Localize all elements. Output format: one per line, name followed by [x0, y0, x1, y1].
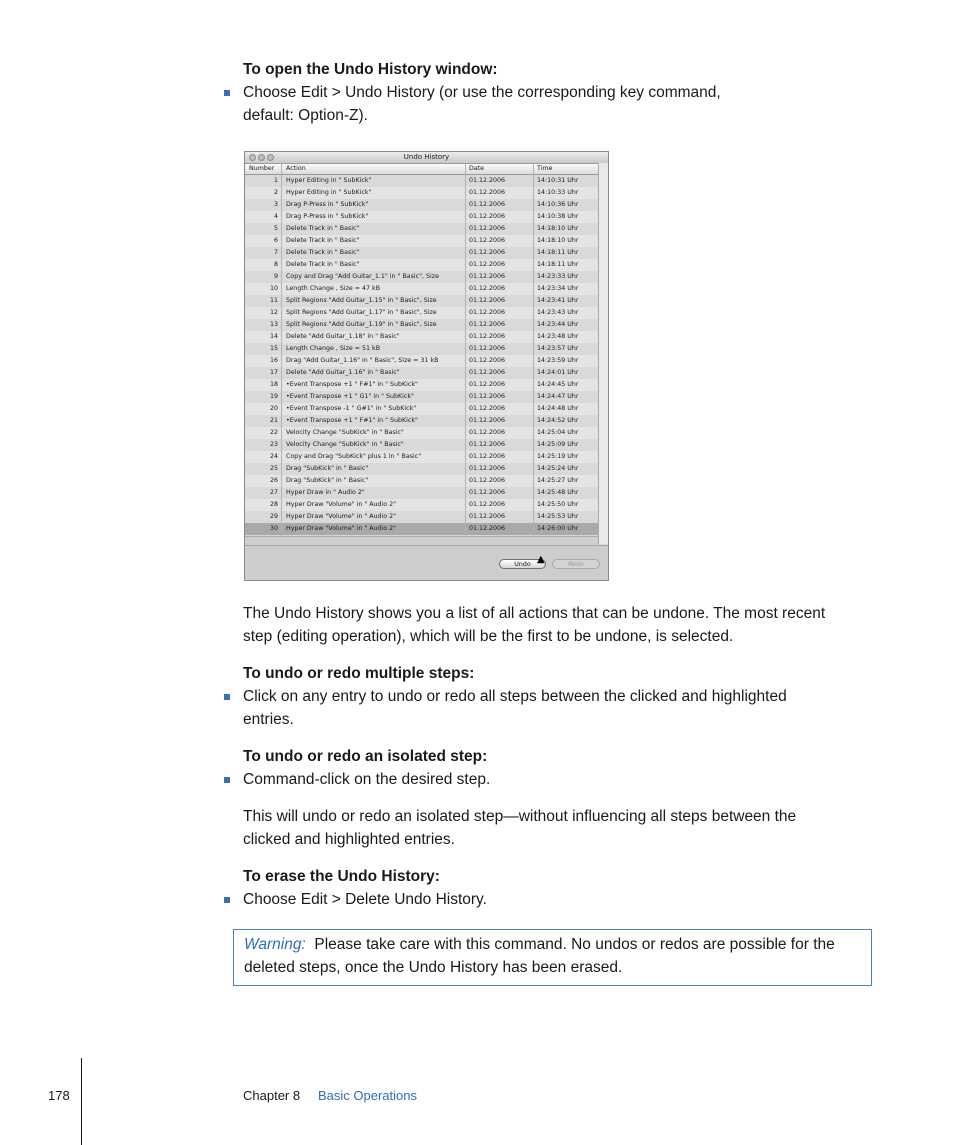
row-number: 13	[269, 321, 278, 328]
row-date: 01.12.2006	[469, 237, 506, 244]
row-action: •Event Transpose +1 " G1" in " SubKick"	[286, 393, 414, 400]
table-row[interactable]	[245, 499, 598, 511]
row-time: 14:26:00 Uhr	[537, 525, 579, 532]
redo-button[interactable]: Redo	[552, 559, 600, 569]
table-row[interactable]	[245, 475, 598, 487]
row-action: Velocity Change "SubKick" in " Basic"	[286, 429, 404, 436]
text-line: The Undo History shows you a list of all actions that can be undone. The most recent	[243, 605, 826, 622]
table-row[interactable]	[245, 211, 598, 223]
row-action: Delete "Add Guitar_1.18" in " Basic"	[286, 333, 400, 340]
table-row[interactable]	[245, 295, 598, 307]
row-date: 01.12.2006	[469, 453, 506, 460]
column-header-action[interactable]: Action	[286, 165, 306, 172]
row-date: 01.12.2006	[469, 489, 506, 496]
row-time: 14:23:43 Uhr	[537, 309, 579, 316]
text-line: step (editing operation), which will be the first to be undone, is selected.	[243, 628, 734, 645]
row-time: 14:25:19 Uhr	[537, 453, 579, 460]
zoom-window-icon[interactable]	[267, 154, 274, 161]
row-number: 24	[269, 453, 278, 460]
row-action: Copy and Drag "SubKick" plus 1 in " Basic"	[286, 453, 422, 460]
table-row[interactable]	[245, 331, 598, 343]
vertical-scrollbar[interactable]	[598, 163, 609, 544]
row-action: Split Regions "Add Guitar_1.19" in " Basic", Size	[286, 321, 437, 328]
heading-undo-isolated: To undo or redo an isolated step:	[243, 748, 488, 765]
row-date: 01.12.2006	[469, 333, 506, 340]
row-number: 10	[269, 285, 278, 292]
column-divider	[465, 163, 466, 544]
bullet-text-open-undo	[243, 81, 863, 127]
warning-text	[244, 933, 864, 979]
row-time: 14:23:48 Uhr	[537, 333, 579, 340]
row-time: 14:24:45 Uhr	[537, 381, 579, 388]
table-row[interactable]	[245, 259, 598, 271]
table-row[interactable]	[245, 247, 598, 259]
minimize-window-icon[interactable]	[258, 154, 265, 161]
row-date: 01.12.2006	[469, 429, 506, 436]
row-number: 28	[269, 501, 278, 508]
row-date: 01.12.2006	[469, 225, 506, 232]
page-number: 178	[48, 1088, 70, 1103]
footer-divider	[81, 1058, 82, 1145]
window-title: Undo History	[403, 153, 450, 161]
table-row[interactable]	[245, 175, 598, 187]
row-time: 14:25:04 Uhr	[537, 429, 579, 436]
table-row[interactable]	[245, 187, 598, 199]
row-date: 01.12.2006	[469, 309, 506, 316]
horizontal-scrollbar[interactable]	[245, 536, 598, 545]
bullet-text-multiple	[243, 685, 863, 731]
row-action: Drag P-Press in " SubKick"	[286, 213, 369, 220]
row-time: 14:24:52 Uhr	[537, 417, 579, 424]
row-action: Delete Track in " Basic"	[286, 249, 360, 256]
row-date: 01.12.2006	[469, 357, 506, 364]
row-date: 01.12.2006	[469, 201, 506, 208]
row-time: 14:24:47 Uhr	[537, 393, 579, 400]
column-divider	[281, 163, 282, 544]
close-window-icon[interactable]	[249, 154, 256, 161]
table-row[interactable]	[245, 379, 598, 391]
row-time: 14:24:01 Uhr	[537, 369, 579, 376]
bullet-marker	[224, 897, 230, 903]
table-row[interactable]	[245, 523, 598, 535]
window-button-bar	[245, 545, 608, 581]
row-number: 22	[269, 429, 278, 436]
warning-line: deleted steps, once the Undo History has been erased.	[244, 959, 623, 976]
row-action: Hyper Draw in " Audio 2"	[286, 489, 365, 496]
column-divider	[533, 163, 534, 544]
table-row[interactable]	[245, 427, 598, 439]
row-action: •Event Transpose -1 " G#1" in " SubKick"	[286, 405, 417, 412]
table-row[interactable]	[245, 283, 598, 295]
row-date: 01.12.2006	[469, 189, 506, 196]
row-number: 11	[269, 297, 278, 304]
row-date: 01.12.2006	[469, 441, 506, 448]
row-number: 15	[269, 345, 278, 352]
heading-erase-history: To erase the Undo History:	[243, 868, 440, 885]
row-action: Delete Track in " Basic"	[286, 225, 360, 232]
row-number: 25	[269, 465, 278, 472]
text-line	[244, 933, 864, 956]
row-date: 01.12.2006	[469, 249, 506, 256]
heading-open-undo-history: To open the Undo History window:	[243, 61, 498, 78]
row-action: Velocity Change "SubKick" in " Basic"	[286, 441, 404, 448]
text-line: Choose Edit > Undo History (or use the corresponding key command,	[243, 84, 721, 101]
row-number: 20	[269, 405, 278, 412]
table-row[interactable]	[245, 343, 598, 355]
footer-chapter: Chapter 8	[243, 1088, 301, 1103]
row-time: 14:10:36 Uhr	[537, 201, 579, 208]
row-action: •Event Transpose +1 " F#1" in " SubKick"	[286, 381, 418, 388]
row-number: 6	[273, 237, 278, 244]
row-date: 01.12.2006	[469, 513, 506, 520]
row-number: 18	[269, 381, 278, 388]
table-row[interactable]	[245, 487, 598, 499]
table-row[interactable]	[245, 367, 598, 379]
row-number: 26	[269, 477, 278, 484]
row-time: 14:10:33 Uhr	[537, 189, 579, 196]
bullet-marker	[224, 694, 230, 700]
row-number: 19	[269, 393, 278, 400]
table-row[interactable]	[245, 235, 598, 247]
row-date: 01.12.2006	[469, 381, 506, 388]
warning-box	[233, 929, 872, 986]
undo-history-window	[244, 151, 609, 581]
bullet-marker	[224, 777, 230, 783]
bullet-text-isolated: Command-click on the desired step.	[243, 771, 491, 788]
window-titlebar	[245, 152, 608, 164]
row-number: 30	[269, 525, 278, 532]
row-date: 01.12.2006	[469, 213, 506, 220]
row-action: Hyper Editing in " SubKick"	[286, 189, 372, 196]
row-time: 14:25:48 Uhr	[537, 489, 579, 496]
row-action: Hyper Draw "Volume" in " Audio 2"	[286, 513, 397, 520]
row-time: 14:23:59 Uhr	[537, 357, 579, 364]
column-header-number[interactable]: Number	[249, 165, 275, 172]
table-row[interactable]	[245, 415, 598, 427]
row-date: 01.12.2006	[469, 477, 506, 484]
isolated-explanation	[243, 805, 863, 851]
footer-section: Basic Operations	[318, 1088, 417, 1103]
warning-label: Warning:	[244, 936, 306, 953]
row-time: 14:25:09 Uhr	[537, 441, 579, 448]
row-action: Delete "Add Guitar_1.16" in " Basic"	[286, 369, 400, 376]
row-time: 14:18:10 Uhr	[537, 225, 579, 232]
row-date: 01.12.2006	[469, 501, 506, 508]
row-time: 14:25:50 Uhr	[537, 501, 579, 508]
row-number: 7	[273, 249, 278, 256]
row-date: 01.12.2006	[469, 525, 506, 532]
row-action: Length Change , Size = 47 kB	[286, 285, 381, 292]
row-date: 01.12.2006	[469, 393, 506, 400]
row-action: Drag "Add Guitar_1.16" in " Basic", Size = 31 kB	[286, 357, 439, 364]
bullet-marker	[224, 90, 230, 96]
row-number: 23	[269, 441, 278, 448]
mouse-pointer-icon: ▲	[537, 554, 545, 565]
row-number: 3	[273, 201, 278, 208]
row-date: 01.12.2006	[469, 321, 506, 328]
row-date: 01.12.2006	[469, 465, 506, 472]
text-line: entries.	[243, 711, 294, 728]
row-date: 01.12.2006	[469, 369, 506, 376]
row-number: 9	[273, 273, 278, 280]
warning-line: Please take care with this command. No undos or redos are possible for the	[314, 936, 835, 953]
bullet-text-erase: Choose Edit > Delete Undo History.	[243, 891, 487, 908]
table-row[interactable]	[245, 451, 598, 463]
undo-button[interactable]: Undo	[499, 559, 546, 569]
row-number: 17	[269, 369, 278, 376]
row-time: 14:23:34 Uhr	[537, 285, 579, 292]
row-time: 14:10:38 Uhr	[537, 213, 579, 220]
row-time: 14:18:11 Uhr	[537, 249, 579, 256]
row-action: Hyper Draw "Volume" in " Audio 2"	[286, 501, 397, 508]
row-number: 2	[273, 189, 278, 196]
heading-undo-multiple: To undo or redo multiple steps:	[243, 665, 475, 682]
row-number: 8	[273, 261, 278, 268]
table-row[interactable]	[245, 271, 598, 283]
row-number: 21	[269, 417, 278, 424]
row-number: 14	[269, 333, 278, 340]
table-row[interactable]	[245, 199, 598, 211]
row-date: 01.12.2006	[469, 417, 506, 424]
row-action: Hyper Editing in " SubKick"	[286, 177, 372, 184]
table-row[interactable]	[245, 463, 598, 475]
table-row[interactable]	[245, 355, 598, 367]
row-action: Delete Track in " Basic"	[286, 237, 360, 244]
row-time: 14:23:41 Uhr	[537, 297, 579, 304]
row-action: •Event Transpose +1 " F#1" in " SubKick"	[286, 417, 418, 424]
row-time: 14:25:53 Uhr	[537, 513, 579, 520]
table-row[interactable]	[245, 511, 598, 523]
row-date: 01.12.2006	[469, 405, 506, 412]
row-number: 29	[269, 513, 278, 520]
row-time: 14:18:10 Uhr	[537, 237, 579, 244]
row-time: 14:10:31 Uhr	[537, 177, 579, 184]
row-number: 1	[273, 177, 278, 184]
row-number: 5	[273, 225, 278, 232]
row-number: 12	[269, 309, 278, 316]
table-row[interactable]	[245, 223, 598, 235]
row-time: 14:18:11 Uhr	[537, 261, 579, 268]
row-date: 01.12.2006	[469, 345, 506, 352]
text-line: clicked and highlighted entries.	[243, 831, 455, 848]
row-date: 01.12.2006	[469, 177, 506, 184]
row-action: Hyper Draw "Volume" in " Audio 2"	[286, 525, 397, 532]
row-action: Split Regions "Add Guitar_1.17" in " Basic", Size	[286, 309, 437, 316]
row-action: Drag P-Press in " SubKick"	[286, 201, 369, 208]
row-date: 01.12.2006	[469, 285, 506, 292]
row-time: 14:23:33 Uhr	[537, 273, 579, 280]
row-date: 01.12.2006	[469, 261, 506, 268]
row-time: 14:25:27 Uhr	[537, 477, 579, 484]
history-table	[245, 175, 598, 535]
table-row[interactable]	[245, 319, 598, 331]
table-row[interactable]	[245, 307, 598, 319]
row-action: Delete Track in " Basic"	[286, 261, 360, 268]
column-header-date[interactable]: Date	[469, 165, 485, 172]
row-action: Drag "SubKick" in " Basic"	[286, 465, 369, 472]
row-time: 14:24:48 Uhr	[537, 405, 579, 412]
description-paragraph	[243, 602, 863, 648]
column-header-time[interactable]: Time	[537, 165, 553, 172]
row-action: Copy and Drag "Add Guitar_1.1" in " Basic", Size	[286, 273, 439, 280]
row-action: Length Change , Size = 51 kB	[286, 345, 381, 352]
row-number: 4	[273, 213, 278, 220]
table-row[interactable]	[245, 403, 598, 415]
text-line: This will undo or redo an isolated step—without influencing all steps between the	[243, 808, 797, 825]
row-number: 27	[269, 489, 278, 496]
row-number: 16	[269, 357, 278, 364]
row-date: 01.12.2006	[469, 297, 506, 304]
table-row[interactable]	[245, 391, 598, 403]
text-line: default: Option-Z).	[243, 107, 368, 124]
row-date: 01.12.2006	[469, 273, 506, 280]
text-line: Click on any entry to undo or redo all steps between the clicked and highlighted	[243, 688, 787, 705]
row-action: Split Regions "Add Guitar_1.15" in " Basic", Size	[286, 297, 437, 304]
table-row[interactable]	[245, 439, 598, 451]
row-action: Drag "SubKick" in " Basic"	[286, 477, 369, 484]
row-time: 14:23:44 Uhr	[537, 321, 579, 328]
row-time: 14:25:24 Uhr	[537, 465, 579, 472]
column-header-row	[245, 164, 608, 175]
row-time: 14:23:57 Uhr	[537, 345, 579, 352]
